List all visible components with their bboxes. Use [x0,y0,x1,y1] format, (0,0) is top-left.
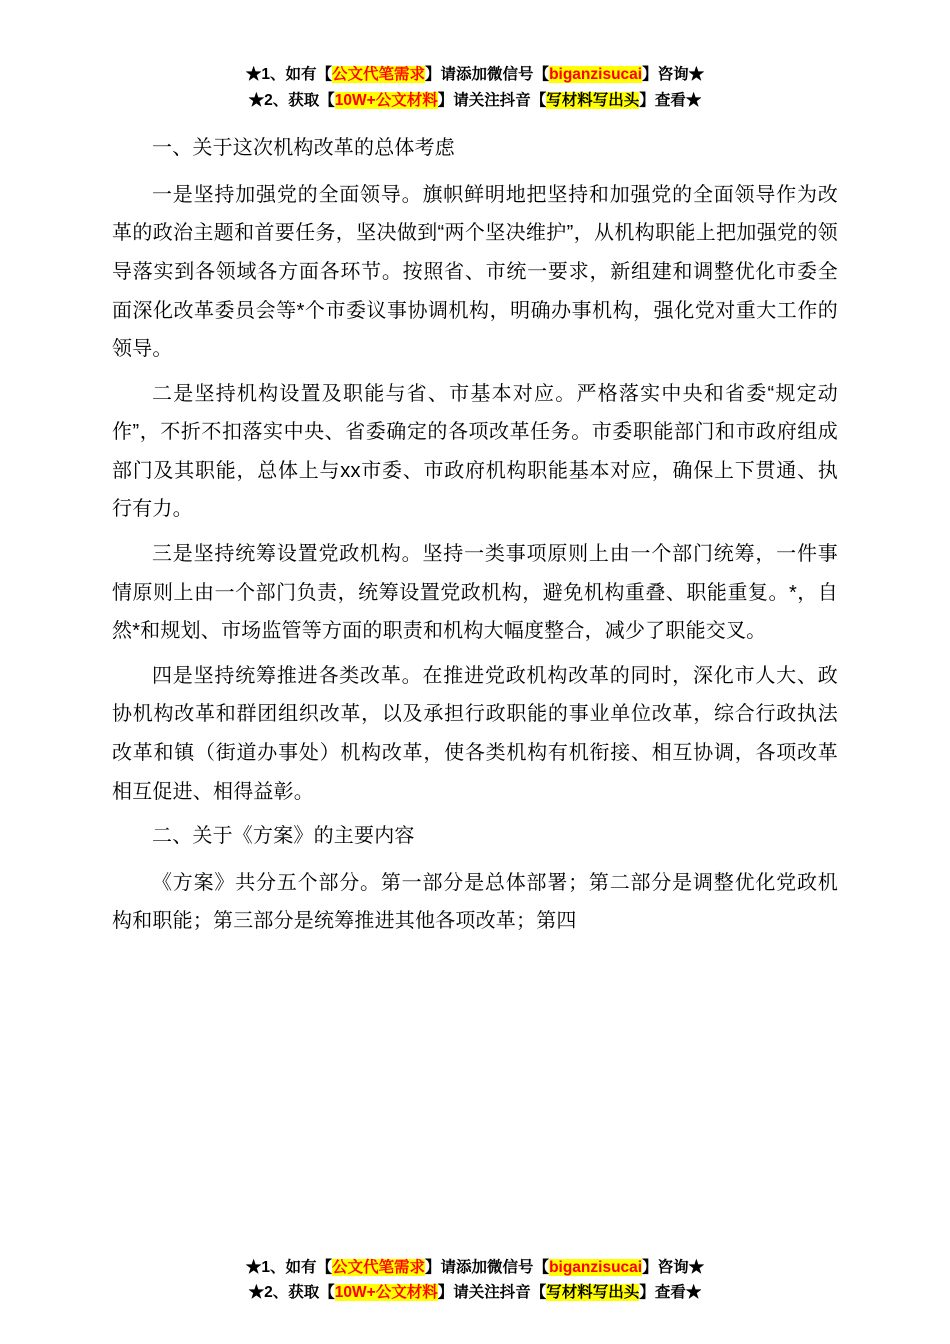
promo-middle: 请关注抖音 [453,91,531,109]
promo-prefix: 1、如有 [261,66,317,83]
promo-highlight-wechat-id: biganzisucai [549,1258,643,1276]
paragraph-1: 一是坚持加强党的全面领导。旗帜鲜明地把坚持和加强党的全面领导作为改革的政治主题和首要任务，坚决做到“两个坚决维护”，从机构职能上把加强党的领导落实到各领域各方面各环节。按照省、市统一要求，新组建和调整优化市委全面深化改革委员会等*个市委议事协调机构，明确办事机构，强化党对重大工作的领导。 [112,183,838,361]
paragraph-3: 三是坚持统筹设置党政机构。坚持一类事项原则上由一个部门统筹，一件事情原则上由一个部门负责，统筹设置党政机构，避免机构重叠、职能重复。*，自然*和规划、市场监管等方面的职责和机构大幅度整合，减少了职能交叉。 [112,543,838,643]
promo-middle: 请关注抖音 [453,1284,531,1302]
paragraph-4: 四是坚持统筹推进各类改革。在推进党政机构改革的同时，深化市人大、政协机构改革和群团组织改革，以及承担行政职能的事业单位改革，综合行政执法改革和镇（街道办事处）机构改革，使各类机构有机衔接、相互协调，各项改革相互促进、相得益彰。 [112,664,838,803]
star-right-icon: ★ [685,1284,702,1302]
star-right-icon: ★ [688,1258,705,1276]
promo-suffix: 查看 [654,1284,686,1302]
bracket-close: 】 [437,1284,454,1302]
promo-banner-line-1 [112,62,838,88]
promo-prefix: 2、获取 [264,91,320,109]
promo-middle: 请添加微信号 [440,1258,534,1276]
promo-banner-line-1 [0,1255,950,1281]
bracket-open-2: 【 [530,1284,547,1302]
bracket-close: 】 [425,1258,441,1276]
bracket-open: 【 [319,91,335,109]
bracket-open-2: 【 [533,66,550,83]
promo-suffix: 咨询 [657,66,689,83]
promo-banner-bottom [0,1255,950,1306]
promo-highlight-materials: 10W+公文材料 [334,1284,438,1302]
bracket-open-2: 【 [530,91,547,109]
bracket-close-2: 】 [639,1284,655,1302]
promo-banner-line-2 [112,88,838,114]
star-left-icon: ★ [245,66,262,83]
star-left-icon: ★ [248,91,265,109]
document-body [112,129,838,941]
section-heading-1: 一、关于这次机构改革的总体考虑 [152,137,455,160]
promo-middle: 请添加微信号 [440,66,534,83]
promo-banner-line-2 [0,1280,950,1306]
promo-prefix: 2、获取 [264,1284,320,1302]
star-right-icon: ★ [685,91,702,109]
bracket-close-2: 】 [642,1258,658,1276]
promo-highlight-wechat-id: biganzisucai [549,66,643,83]
promo-highlight-douyin-account: 写材料写出头 [546,1284,640,1302]
bracket-close: 】 [437,91,454,109]
promo-highlight-douyin-account: 写材料写出头 [546,91,640,109]
paragraph-2: 二是坚持机构设置及职能与省、市基本对应。严格落实中央和省委“规定动作”，不折不扣落实中央、省委确定的各项改革任务。市委职能部门和市政府组成部门及其职能，总体上与xx市委、市政府机构职能基本对应，确保上下贯通、执行有力。 [112,382,838,521]
promo-suffix: 咨询 [657,1258,689,1276]
bracket-close-2: 】 [639,91,655,109]
promo-suffix: 查看 [654,91,686,109]
paragraph-5: 《方案》共分五个部分。第一部分是总体部署；第二部分是调整优化党政机构和职能；第三部分是统筹推进其他各项改革；第四 [112,871,838,933]
bracket-open-2: 【 [533,1258,550,1276]
star-right-icon: ★ [688,66,705,83]
bracket-close: 】 [425,66,441,83]
promo-banner-top [112,62,838,113]
bracket-open: 【 [319,1284,335,1302]
star-left-icon: ★ [245,1258,262,1276]
promo-highlight-materials: 10W+公文材料 [334,91,438,109]
promo-highlight-service: 公文代笔需求 [332,1258,426,1276]
promo-highlight-service: 公文代笔需求 [332,66,426,83]
bracket-open: 【 [316,66,332,83]
section-heading-2: 二、关于《方案》的主要内容 [152,825,415,848]
star-left-icon: ★ [248,1284,265,1302]
promo-prefix: 1、如有 [261,1258,317,1276]
bracket-close-2: 】 [642,66,658,83]
bracket-open: 【 [316,1258,332,1276]
